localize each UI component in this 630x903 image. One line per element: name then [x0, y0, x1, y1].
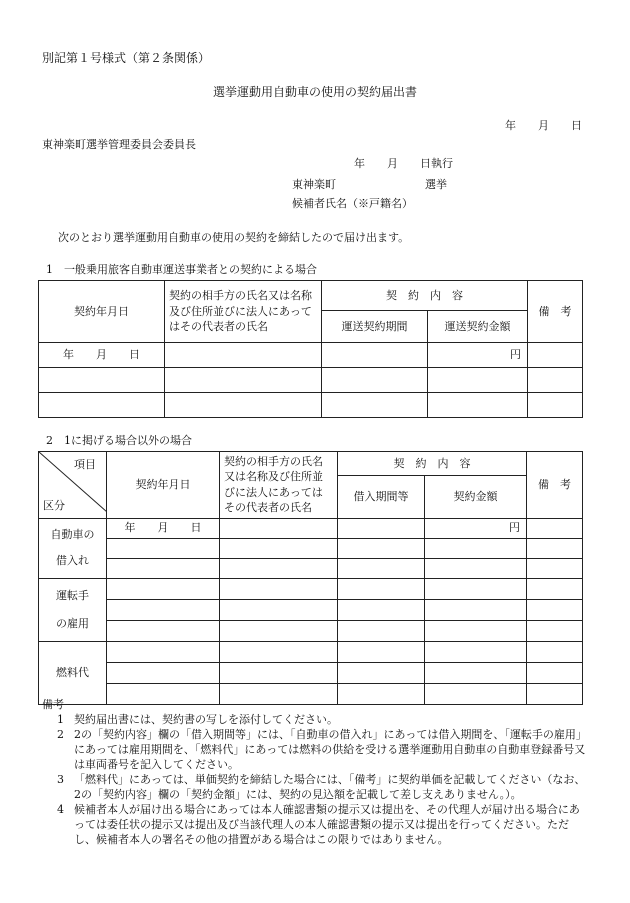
section1-heading: 1 一般乗用旅客自動車運送事業者との契約による場合: [46, 263, 317, 276]
row-date-cell[interactable]: [107, 662, 220, 683]
amount-cell[interactable]: [428, 393, 528, 418]
period-cell[interactable]: [338, 620, 425, 641]
election-date[interactable]: 年 月 日執行: [354, 157, 453, 170]
remarks-cell[interactable]: [528, 393, 583, 418]
remarks-cell[interactable]: [527, 599, 583, 620]
period-cell[interactable]: [322, 393, 428, 418]
party-cell[interactable]: [220, 558, 338, 578]
amount-cell[interactable]: [425, 662, 527, 683]
category-fuel: 燃料代: [39, 641, 107, 704]
row-date-cell[interactable]: 年 月 日: [107, 518, 220, 538]
amount-cell[interactable]: [425, 620, 527, 641]
row-date-cell[interactable]: [39, 393, 165, 418]
remarks-cell[interactable]: [528, 343, 583, 368]
row-date-cell[interactable]: [107, 620, 220, 641]
intro-text: 次のとおり選挙運動用自動車の使用の契約を締結したので届け出ます。: [58, 231, 410, 244]
remarks-cell[interactable]: [528, 368, 583, 393]
period-cell[interactable]: [322, 343, 428, 368]
addressee: 東神楽町選挙管理委員会委員長: [42, 138, 196, 151]
period-cell[interactable]: [338, 599, 425, 620]
col-contract-contents: 契 約 内 容: [338, 452, 527, 476]
candidate-name-label: 候補者氏名（※戸籍名）: [292, 197, 413, 210]
submission-date[interactable]: 年 月 日: [505, 119, 582, 132]
remarks-cell[interactable]: [527, 641, 583, 662]
col-transport-amount: 運送契約金額: [428, 311, 528, 343]
note-number: 3: [57, 773, 64, 786]
note-item: [42, 727, 590, 772]
party-cell[interactable]: [165, 343, 322, 368]
period-cell[interactable]: [338, 558, 425, 578]
col-transport-period: 運送契約期間: [322, 311, 428, 343]
remarks-cell[interactable]: [527, 538, 583, 558]
section2-table: [38, 451, 583, 705]
category-vehicle-rental-line2: 借入れ: [56, 554, 89, 568]
col-contract-party: 契約の相手方の氏名又は名称及び住所並びに法人にあってはその代表者の氏名: [165, 281, 322, 343]
period-cell[interactable]: [338, 641, 425, 662]
remarks-cell[interactable]: [527, 558, 583, 578]
note-text: 「燃料代」にあっては、単価契約を締結した場合には、「備考」に契約単価を記載してください（なお、2の「契約内容」欄の「契約金額」には、契約の見込額を記載して差し支えありません。）。: [74, 773, 586, 801]
category-driver-line2: の雇用: [56, 616, 89, 630]
party-cell[interactable]: [220, 641, 338, 662]
section2-heading: 2 1に掲げる場合以外の場合: [46, 434, 192, 447]
diag-bottom-label: 区分: [43, 499, 65, 513]
note-text: 候補者本人が届け出る場合にあっては本人確認書類の提示又は提出を、その代理人が届け出る場合にあっては委任状の提示又は提出及び当該代理人の本人確認書類の提示又は提出を行ってください。ただし、候補者本人の署名その他の措置がある場合はこの限りではありません。: [74, 803, 580, 846]
election-name[interactable]: 選挙: [425, 178, 447, 191]
period-cell[interactable]: [338, 662, 425, 683]
amount-cell[interactable]: [425, 578, 527, 599]
row-date-cell[interactable]: [107, 578, 220, 599]
diagonal-header-cell: [39, 452, 107, 519]
diag-top-label: 項目: [74, 458, 96, 471]
remarks-cell[interactable]: [527, 620, 583, 641]
col-remarks: 備 考: [528, 281, 583, 343]
note-item: [42, 802, 590, 847]
col-contract-party: 契約の相手方の氏名又は名称及び住所並びに法人にあってはその代表者の氏名: [220, 452, 338, 519]
remarks-cell[interactable]: [527, 518, 583, 538]
party-cell[interactable]: [220, 518, 338, 538]
category-driver-employment: [39, 578, 107, 641]
category-driver-line1: 運転手: [56, 588, 89, 602]
note-number: 1: [57, 713, 64, 726]
row-date-cell[interactable]: [39, 368, 165, 393]
category-vehicle-rental-line1: 自動車の: [50, 528, 95, 542]
party-cell[interactable]: [220, 538, 338, 558]
row-date-cell[interactable]: [107, 641, 220, 662]
amount-cell[interactable]: 円: [428, 343, 528, 368]
amount-cell[interactable]: 円: [425, 518, 527, 538]
period-cell[interactable]: [338, 578, 425, 599]
note-text: 契約届出書には、契約書の写しを添付してください。: [74, 713, 338, 726]
amount-cell[interactable]: [425, 641, 527, 662]
col-contract-amount: 契約金額: [425, 476, 527, 518]
row-date-cell[interactable]: 年 月 日: [39, 343, 165, 368]
amount-cell[interactable]: [425, 538, 527, 558]
town-name: 東神楽町: [292, 178, 336, 191]
form-label: 別記第１号様式（第２条関係）: [42, 51, 211, 65]
party-cell[interactable]: [220, 662, 338, 683]
notes-heading: 備考: [42, 698, 64, 711]
col-borrow-period: 借入期間等: [338, 476, 425, 518]
row-date-cell[interactable]: [107, 558, 220, 578]
party-cell[interactable]: [165, 368, 322, 393]
party-cell[interactable]: [165, 393, 322, 418]
category-vehicle-rental: [39, 518, 107, 578]
note-item: [42, 772, 590, 802]
note-number: 4: [57, 803, 64, 816]
party-cell[interactable]: [220, 599, 338, 620]
row-date-cell[interactable]: [107, 599, 220, 620]
remarks-cell[interactable]: [527, 662, 583, 683]
amount-cell[interactable]: [428, 368, 528, 393]
amount-cell[interactable]: [425, 558, 527, 578]
section1-table: [38, 280, 583, 418]
notes-section: [42, 697, 590, 847]
party-cell[interactable]: [220, 578, 338, 599]
col-remarks: 備 考: [527, 452, 583, 519]
period-cell[interactable]: [338, 538, 425, 558]
document-title: 選挙運動用自動車の使用の契約届出書: [212, 85, 417, 99]
row-date-cell[interactable]: [107, 538, 220, 558]
col-contract-date: 契約年月日: [107, 452, 220, 519]
note-text: 2の「契約内容」欄の「借入期間等」には、「自動車の借入れ」にあっては借入期間を、「運転手の雇用」にあっては雇用期間を、「燃料代」にあっては燃料の供給を受ける選挙運動用自動車の自動車登録番号又は車両番号を記入してください。: [74, 728, 587, 771]
remarks-cell[interactable]: [527, 578, 583, 599]
note-number: 2: [57, 728, 64, 741]
col-contract-date: 契約年月日: [39, 281, 165, 343]
party-cell[interactable]: [220, 620, 338, 641]
amount-cell[interactable]: [425, 599, 527, 620]
period-cell[interactable]: [322, 368, 428, 393]
note-item: [42, 712, 590, 727]
period-cell[interactable]: [338, 518, 425, 538]
col-contract-contents: 契 約 内 容: [322, 281, 528, 311]
